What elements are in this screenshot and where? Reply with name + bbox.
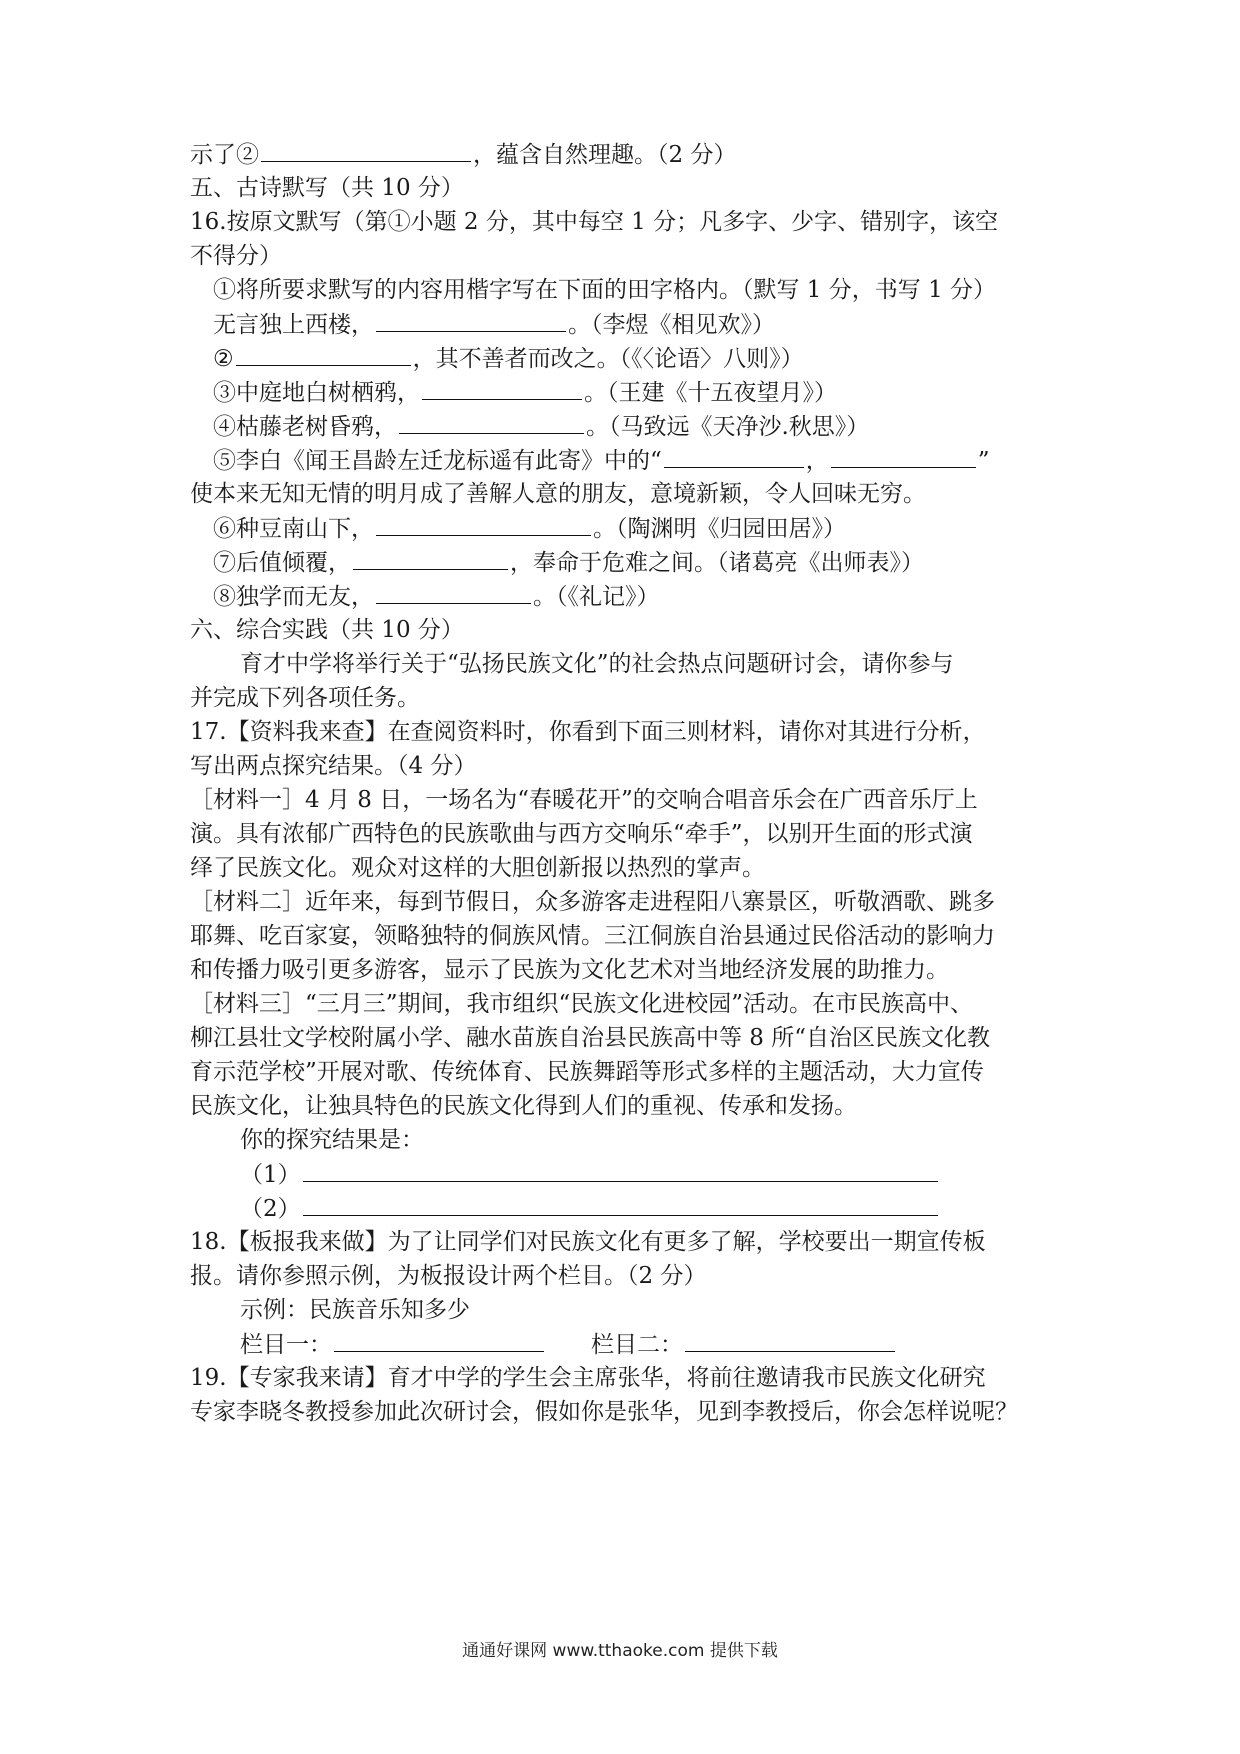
question-19-stem: 19.【专家我来请】育才中学的学生会主席张华，将前往邀请我市民族文化研究 [190, 1365, 986, 1391]
answer-blank[interactable] [334, 1329, 544, 1352]
section-5-heading: 五、古诗默写（共 10 分） [190, 175, 464, 201]
question-17-prompt: 你的探究结果是： [240, 1127, 424, 1153]
answer-blank[interactable] [261, 139, 471, 162]
question-17-answer-2: （2） [240, 1193, 940, 1224]
question-16-item-2: ② ，其不善者而改之。（《〈论语〉八则》） [213, 343, 804, 374]
material-3-cont: 柳江县壮文学校附属小学、融水苗族自治县民族高中等 8 所“自治区民族文化教 [190, 1025, 991, 1051]
answer-blank[interactable] [422, 377, 582, 400]
answer-blank[interactable] [236, 343, 411, 366]
answer-blank[interactable] [399, 411, 584, 434]
material-1-cont: 绎了民族文化。观众对这样的大胆创新报以热烈的掌声。 [190, 855, 765, 881]
question-18-example: 示例：民族音乐知多少 [240, 1297, 470, 1323]
section-6-intro-cont: 并完成下列各项任务。 [190, 685, 420, 711]
question-16-stem-cont: 不得分） [190, 243, 282, 269]
answer-blank[interactable] [303, 1193, 938, 1216]
section-6-intro: 育才中学将举行关于“弘扬民族文化”的社会热点问题研讨会，请你参与 [240, 651, 954, 677]
question-17-answer-1: （1） [240, 1159, 940, 1190]
question-16-item-7: ⑦后值倾覆， ，奉命于危难之间。（诸葛亮《出师表》） [213, 547, 924, 578]
question-18-stem: 18.【板报我来做】为了让同学们对民族文化有更多了解，学校要出一期宣传板 [190, 1229, 986, 1255]
question-17-stem-cont: 写出两点探究结果。（4 分） [190, 753, 477, 779]
material-1: ［材料一］4 月 8 日，一场名为“春暖花开”的交响合唱音乐会在广西音乐厅上 [190, 787, 978, 813]
poem-appreciation-tail: 示了② ，蕴含自然理趣。（2 分） [190, 139, 736, 170]
question-17-stem: 17.【资料我来查】在查阅资料时，你看到下面三则材料，请你对其进行分析， [190, 719, 986, 745]
material-2-cont: 耶舞、吃百家宴，领略独特的侗族风情。三江侗族自治县通过民俗活动的影响力 [190, 923, 995, 949]
material-1-cont: 演。具有浓郁广西特色的民族歌曲与西方交响乐“牵手”，以别开生面的形式演 [190, 821, 973, 847]
question-16-item-1: ①将所要求默写的内容用楷字写在下面的田字格内。（默写 1 分，书写 1 分） [213, 277, 997, 303]
material-3-cont: 育示范学校”开展对歌、传统体育、民族舞蹈等形式多样的主题活动，大力宣传 [190, 1059, 984, 1085]
question-16-item-5-cont: 使本来无知无情的明月成了善解人意的朋友，意境新颖，令人回味无穷。 [190, 481, 926, 507]
answer-blank[interactable] [685, 1329, 895, 1352]
material-2-cont: 和传播力吸引更多游客，显示了民族为文化艺术对当地经济发展的助推力。 [190, 957, 949, 983]
answer-blank[interactable] [353, 547, 508, 570]
answer-blank[interactable] [831, 445, 976, 468]
question-16-item-4: ④枯藤老树昏鸦， 。（马致远《天净沙.秋思》） [213, 411, 869, 442]
section-6-heading: 六、综合实践（共 10 分） [190, 617, 464, 643]
question-16-item-3: ③中庭地白树栖鸦， 。（王建《十五夜望月》） [213, 377, 837, 408]
answer-blank[interactable] [664, 445, 804, 468]
question-18-stem-cont: 报。请你参照示例，为板报设计两个栏目。（2 分） [190, 1263, 707, 1289]
question-18-columns: 栏目一： 栏目二： [240, 1329, 897, 1360]
question-16-stem: 16.按原文默写（第①小题 2 分，其中每空 1 分；凡多字、少字、错别字，该空 [190, 209, 999, 235]
question-16-item-5: ⑤李白《闻王昌龄左迁龙标遥有此寄》中的“ ， ” [213, 445, 990, 476]
material-3-cont: 民族文化，让独具特色的民族文化得到人们的重视、传承和发扬。 [190, 1093, 857, 1119]
material-3: ［材料三］“三月三”期间，我市组织“民族文化进校园”活动。在市民族高中、 [190, 991, 974, 1017]
answer-blank[interactable] [303, 1159, 938, 1182]
material-2: ［材料二］近年来，每到节假日，众多游客走进程阳八寨景区，听敬酒歌、跳多 [190, 889, 995, 915]
answer-blank[interactable] [376, 513, 591, 536]
question-16-item-6: ⑥种豆南山下， 。（陶渊明《归园田居》） [213, 513, 846, 544]
question-19-stem-cont: 专家李晓冬教授参加此次研讨会，假如你是张华，见到李教授后，你会怎样说呢？ [190, 1399, 1018, 1425]
page-footer: 通通好课网 www.tthaoke.com 提供下载 [462, 1641, 778, 1661]
answer-blank[interactable] [376, 581, 531, 604]
question-16-item-8: ⑧独学而无友， 。（《礼记》） [213, 581, 660, 612]
answer-blank[interactable] [376, 309, 566, 332]
question-16-line-1: 无言独上西楼， 。（李煜《相见欢》） [213, 309, 775, 340]
